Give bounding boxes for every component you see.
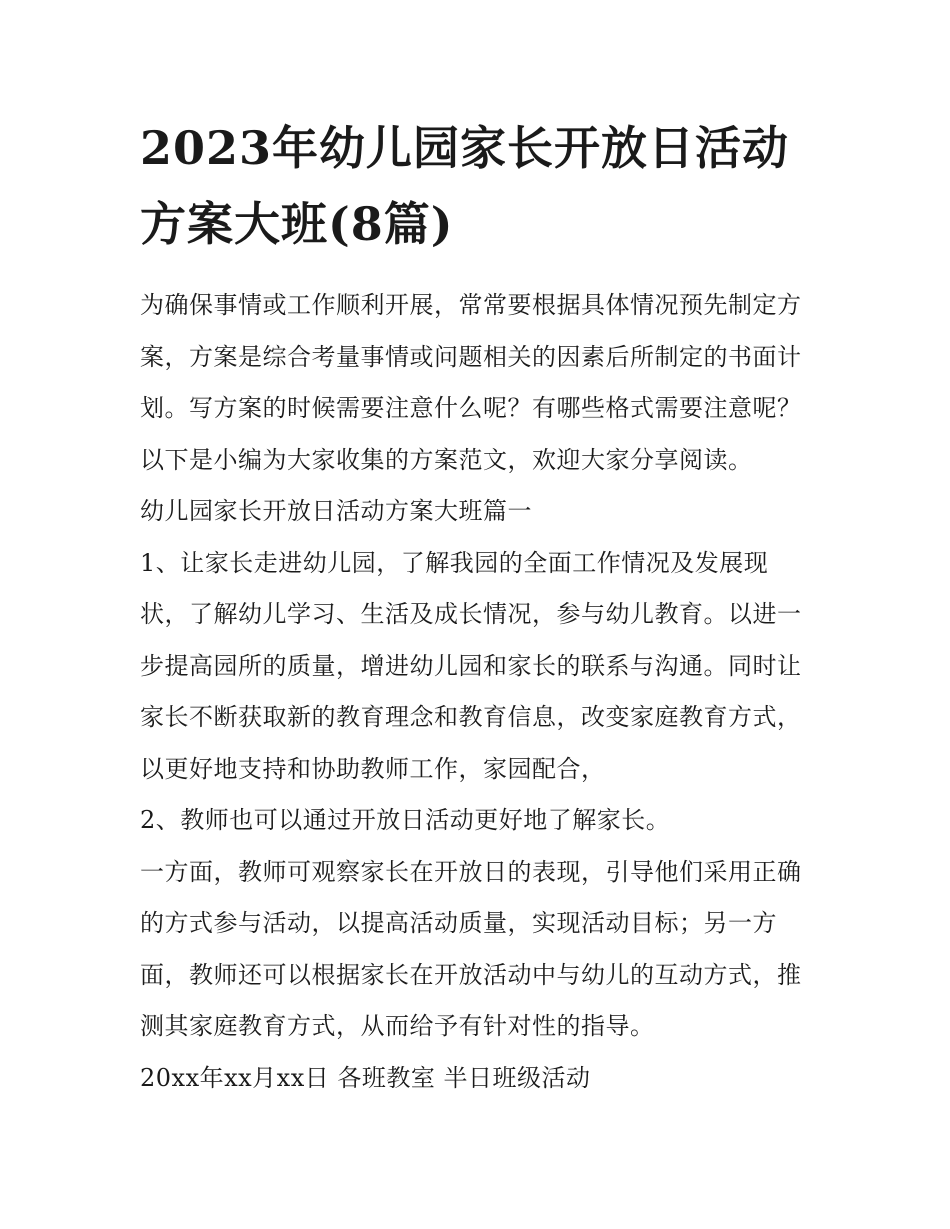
- text-line: 家长不断获取新的教育理念和教育信息，改变家庭教育方式，: [140, 703, 802, 731]
- text-line: 面，教师还可以根据家长在开放活动中与幼儿的互动方式，推: [140, 960, 802, 989]
- point-2-paragraph: [140, 795, 820, 847]
- text-line: 划。写方案的时候需要注意什么呢？有哪些格式需要注意呢？: [140, 394, 802, 422]
- text-line: 幼儿园家长开放日活动方案大班篇一: [140, 497, 532, 525]
- point-1-paragraph: [140, 538, 820, 796]
- text-line: 为确保事情或工作顺利开展，常常要根据具体情况预先制定方: [140, 291, 802, 319]
- text-line: 2、教师也可以通过开放日活动更好地了解家长。: [140, 806, 671, 834]
- explanation-paragraph: [140, 847, 820, 1053]
- text-line: 测其家庭教育方式，从而给予有针对性的指导。: [140, 1012, 655, 1040]
- title-line-2: 方案大班(8篇): [140, 197, 454, 251]
- text-line: 的方式参与活动，以提高活动质量，实现活动目标；另一方: [140, 909, 777, 937]
- document-page: [140, 110, 820, 1104]
- text-line: 状，了解幼儿学习、生活及成长情况，参与幼儿教育。以进一: [140, 600, 802, 628]
- title-line-1: 2023年幼儿园家长开放日活动: [140, 121, 790, 175]
- document-title: [140, 110, 820, 262]
- text-line: 以更好地支持和协助教师工作，家园配合，: [140, 754, 606, 783]
- text-line: 案，方案是综合考量事情或问题相关的因素后所制定的书面计: [140, 342, 802, 371]
- intro-paragraph: [140, 280, 820, 486]
- text-line: 一方面，教师可观察家长在开放日的表现，引导他们采用正确: [140, 857, 802, 886]
- text-line: 步提高园所的质量，增进幼儿园和家长的联系与沟通。同时让: [140, 651, 802, 680]
- text-line: 1、让家长走进幼儿园，了解我园的全面工作情况及发展现: [140, 548, 769, 577]
- section-heading: [140, 486, 820, 538]
- text-line: 以下是小编为大家收集的方案范文，欢迎大家分享阅读。: [140, 445, 753, 474]
- schedule-line: [140, 1053, 820, 1105]
- text-line: 20xx年xx月xx日 各班教室 半日班级活动: [140, 1063, 591, 1092]
